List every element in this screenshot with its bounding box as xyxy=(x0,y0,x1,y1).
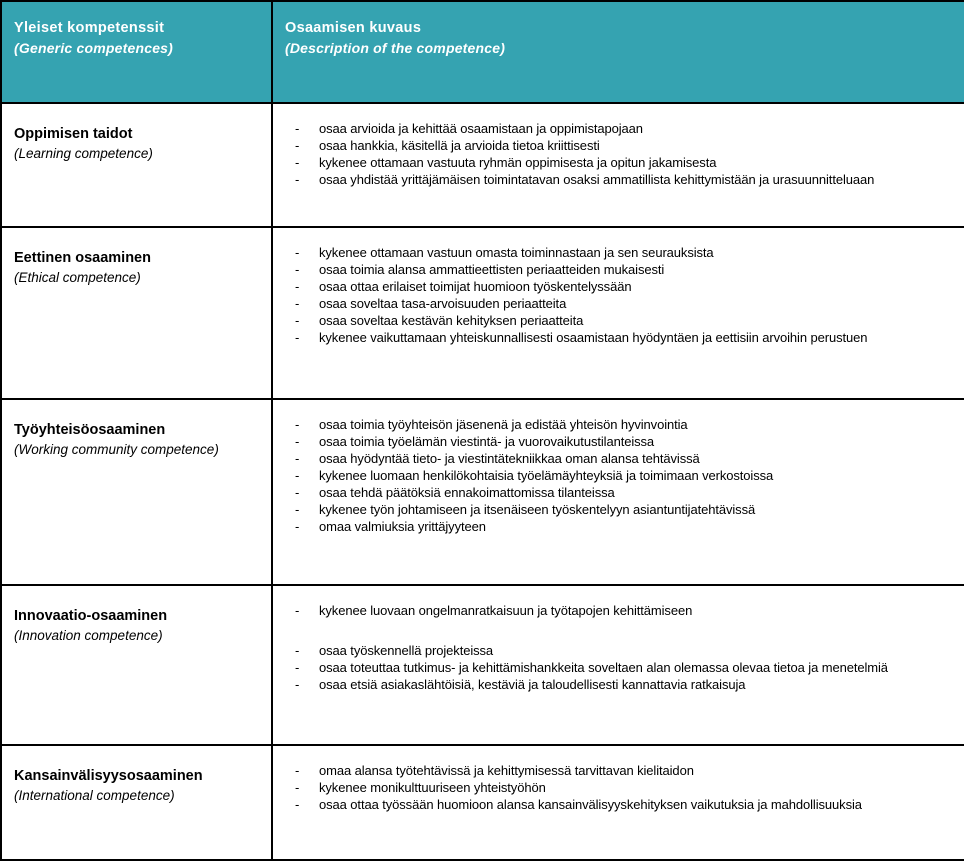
bullet-item xyxy=(273,602,960,619)
description-cell xyxy=(272,103,964,227)
bullet-marker: - xyxy=(295,279,300,294)
bullet-marker: - xyxy=(295,643,300,658)
bullet-item xyxy=(273,501,960,518)
competence-title: Eettinen osaaminen xyxy=(14,250,151,266)
bullet-item xyxy=(273,762,960,779)
bullet-item xyxy=(273,120,960,137)
bullet-marker: - xyxy=(295,262,300,277)
bullet-text: osaa hyödyntää tieto- ja viestintätekniikkaa oman alansa tehtävissä xyxy=(319,451,700,466)
bullet-text: osaa toimia työelämän viestintä- ja vuorovaikutustilanteissa xyxy=(319,434,655,449)
competence-title: Kansainvälisyysosaaminen xyxy=(14,768,203,784)
bullet-marker: - xyxy=(295,138,300,153)
table-header-row xyxy=(1,1,964,103)
table-row xyxy=(1,399,964,585)
bullet-text: osaa arvioida ja kehittää osaamistaan ja oppimistapojaan xyxy=(319,121,643,136)
bullet-text: kykenee ottamaan vastuun omasta toiminnastaan ja sen seurauksista xyxy=(319,245,714,260)
bullet-item xyxy=(273,154,960,171)
bullet-item xyxy=(273,171,960,188)
bullet-item xyxy=(273,642,960,659)
competence-subtitle: (Innovation competence) xyxy=(14,628,163,643)
description-cell xyxy=(272,227,964,399)
bullet-marker: - xyxy=(295,313,300,328)
bullet-text: kykenee ottamaan vastuuta ryhmän oppimisesta ja opitun jakamisesta xyxy=(319,155,717,170)
header-col-description xyxy=(272,1,964,103)
bullet-marker: - xyxy=(295,603,300,618)
bullet-text: omaa alansa työtehtävissä ja kehittymisessä tarvittavan kielitaidon xyxy=(319,763,694,778)
bullet-item xyxy=(273,433,960,450)
bullet-text: osaa toimia työyhteisön jäsenenä ja edistää yhteisön hyvinvointia xyxy=(319,417,688,432)
bullet-marker: - xyxy=(295,677,300,692)
header-title-description: Osaamisen kuvaus xyxy=(285,20,422,36)
bullet-text: osaa yhdistää yrittäjämäisen toimintatavan osaksi ammatillista kehittymistään ja urasuunnitteluaan xyxy=(319,172,875,187)
bullet-item xyxy=(273,676,960,693)
bullet-text: osaa ottaa erilaiset toimijat huomioon työskentelyssään xyxy=(319,279,632,294)
bullet-item xyxy=(273,518,960,535)
bullet-text: kykenee vaikuttamaan yhteiskunnallisesti osaamistaan hyödyntäen ja eettisiin arvoihin perustuen xyxy=(319,330,868,345)
header-subtitle-generic: (Generic competences) xyxy=(14,40,174,56)
competence-cell xyxy=(1,227,272,399)
competence-title: Työyhteisöosaaminen xyxy=(14,422,166,438)
competence-subtitle: (Learning competence) xyxy=(14,146,153,161)
bullet-marker: - xyxy=(295,451,300,466)
bullet-text: osaa toteuttaa tutkimus- ja kehittämishankkeita soveltaen alan olemassa olevaa tietoa ja menetelmiä xyxy=(319,660,888,675)
bullet-item xyxy=(273,467,960,484)
bullet-gap xyxy=(273,619,960,642)
bullet-text: osaa ottaa työssään huomioon alansa kansainvälisyyskehityksen vaikutuksia ja mahdollisuuksia xyxy=(319,797,862,812)
bullet-text: osaa tehdä päätöksiä ennakoimattomissa tilanteissa xyxy=(319,485,615,500)
bullet-text: osaa hankkia, käsitellä ja arvioida tietoa kriittisesti xyxy=(319,138,600,153)
bullet-item xyxy=(273,278,960,295)
bullet-marker: - xyxy=(295,330,300,345)
competence-subtitle: (Working community competence) xyxy=(14,442,219,457)
table-row xyxy=(1,585,964,745)
bullet-marker: - xyxy=(295,245,300,260)
bullet-text: osaa työskennellä projekteissa xyxy=(319,643,494,658)
bullet-marker: - xyxy=(295,660,300,675)
bullet-text: kykenee luomaan henkilökohtaisia työelämäyhteyksiä ja toimimaan verkostoissa xyxy=(319,468,774,483)
bullet-item xyxy=(273,312,960,329)
competence-title: Oppimisen taidot xyxy=(14,126,133,142)
table-row xyxy=(1,227,964,399)
header-subtitle-description: (Description of the competence) xyxy=(285,40,506,56)
bullet-marker: - xyxy=(295,434,300,449)
bullet-marker: - xyxy=(295,502,300,517)
description-cell xyxy=(272,745,964,860)
competence-subtitle: (International competence) xyxy=(14,788,175,803)
bullet-item xyxy=(273,295,960,312)
bullet-marker: - xyxy=(295,121,300,136)
bullet-marker: - xyxy=(295,172,300,187)
bullet-item xyxy=(273,659,960,676)
bullet-marker: - xyxy=(295,797,300,812)
bullet-text: kykenee monikulttuuriseen yhteistyöhön xyxy=(319,780,546,795)
bullet-item xyxy=(273,796,960,813)
bullet-item xyxy=(273,244,960,261)
bullet-text: osaa toimia alansa ammattieettisten periaatteiden mukaisesti xyxy=(319,262,665,277)
description-cell xyxy=(272,399,964,585)
header-col-generic-competences xyxy=(1,1,272,103)
bullet-item xyxy=(273,450,960,467)
bullet-item xyxy=(273,779,960,796)
bullet-item xyxy=(273,416,960,433)
bullet-marker: - xyxy=(295,485,300,500)
bullet-marker: - xyxy=(295,155,300,170)
bullet-marker: - xyxy=(295,468,300,483)
bullet-item xyxy=(273,261,960,278)
bullet-text: omaa valmiuksia yrittäjyyteen xyxy=(319,519,486,534)
bullet-marker: - xyxy=(295,519,300,534)
bullet-text: osaa etsiä asiakaslähtöisiä, kestäviä ja taloudellisesti kannattavia ratkaisuja xyxy=(319,677,746,692)
bullet-item xyxy=(273,137,960,154)
bullet-marker: - xyxy=(295,780,300,795)
table-row xyxy=(1,103,964,227)
competence-cell xyxy=(1,399,272,585)
bullet-text: osaa soveltaa kestävän kehityksen periaatteita xyxy=(319,313,584,328)
bullet-text: osaa soveltaa tasa-arvoisuuden periaatteita xyxy=(319,296,567,311)
bullet-marker: - xyxy=(295,417,300,432)
bullet-marker: - xyxy=(295,763,300,778)
competence-cell xyxy=(1,745,272,860)
bullet-text: kykenee luovaan ongelmanratkaisuun ja työtapojen kehittämiseen xyxy=(319,603,693,618)
bullet-marker: - xyxy=(295,296,300,311)
table-row xyxy=(1,745,964,860)
competence-cell xyxy=(1,585,272,745)
header-title-generic: Yleiset kompetenssit xyxy=(14,20,165,36)
competence-subtitle: (Ethical competence) xyxy=(14,270,141,285)
table-body xyxy=(1,103,964,860)
competence-cell xyxy=(1,103,272,227)
bullet-text: kykenee työn johtamiseen ja itsenäiseen työskentelyyn asiantuntijatehtävissä xyxy=(319,502,756,517)
bullet-item xyxy=(273,484,960,501)
bullet-item xyxy=(273,329,960,346)
description-cell xyxy=(272,585,964,745)
competence-title: Innovaatio-osaaminen xyxy=(14,608,168,624)
